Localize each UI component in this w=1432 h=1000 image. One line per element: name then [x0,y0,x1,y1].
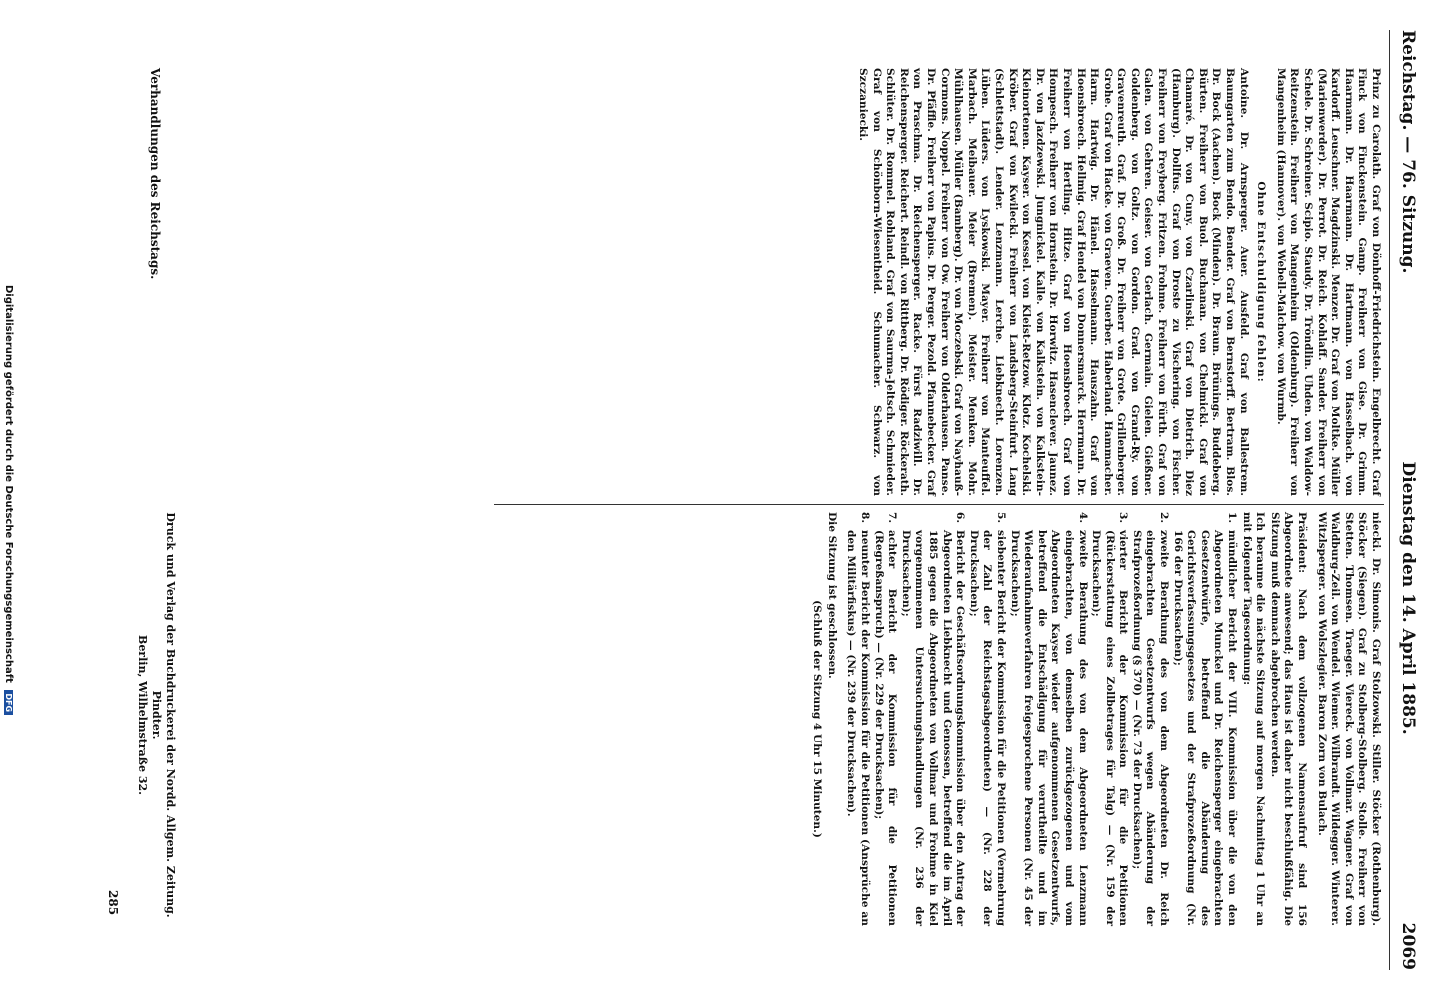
column-divider [494,504,1384,505]
header-rule [1389,30,1390,970]
present-excused-list: Prinz zu Carolath. Graf von Dönhoff-Friedrichstein. Engelbrecht. Graf Finck von Finckenstein. Gamp. Freiherr von Gise. Dr. Grimm. Haarmann. Dr. Haarmann. Dr. Hartmann. von Hasselbach. von Kardorff. Leuschner. Magdzinski. Menzer. Dr. Graf von Moltke. Müller (Marienwerder). Dr. Perrot. Dr. Reich. Kohlaff. Sander. Freiherr von Schele. Dr. Schreiner. Scipio. Staudy. Dr. Tröndlin. Uhden. von Waldow-Reitzenstein. Freiherr von Mangenheim (Oldenburg). Freiherr von Mangenheim (Hannover). von Webell-Malchow. von Wurmb. [1274,68,1382,496]
agenda-item: 8. neunter Bericht der Kommission für die Petitionen (Ansprüche an den Militärfiskus) — (Nr. 239 der Drucksachen). [845,512,872,926]
agenda-item: 1. mündlicher Bericht der VIII. Kommission über die von den Abgeordneten Munckel und Dr. Reichensperger eingebrachten Gesetzentwürfe, betreffend die Abänderung des Gerichtsverfassungsgesetzes und der Strafprozeßordnung (Nr. 166 der Drucksachen); [1171,512,1239,926]
section-heading: Ohne Entschuldigung fehlen: [1255,181,1268,383]
session-closed: Die Sitzung ist geschlossen. [825,512,838,679]
header-date: Dienstag den 14. April 1885. [1398,461,1418,735]
agenda-item: 2. zweite Berathung des von dem Abgeordneten Dr. Reich eingebrachten Gesetzentwurfs wegen Abänderung der Strafprozeßordnung (§ 370) — (Nr. 73 der Drucksachen); [1130,512,1171,926]
digitization-text: Digitalisierung gefördert durch die Deutsche Forschungsgemeinschaft [3,284,14,683]
page-number: 2069 [1398,922,1418,970]
president-label: Präsident: [1296,512,1309,574]
president-statement [1267,512,1308,926]
agenda-intro: Ich beraume die nächste Sitzung auf morgen Nachmittag 1 Uhr an mit folgender Tagesordnung: [1240,512,1267,926]
agenda-item: 6. Bericht der Geschäftsordnungskommission über den Antrag der Abgeordneten Liebknecht und Genossen, betreffend die im April 1885 gegen die Abgeordneten von Vollmar und Frohme in Kiel vorgenommenen Untersuchungshandlungen (Nr. 236 der Drucksachen); [899,512,967,926]
agenda-item: 7. achter Bericht der Kommission für die Petitionen (Regreßanspruch) — (Nr. 229 der Drucksachen); [872,512,899,926]
printer-imprint [135,500,177,930]
footer-left: Verhandlungen des Reichstags. [148,68,162,280]
signature-mark: 285 [106,890,120,916]
page-header [1394,30,1418,970]
agenda-item: 5. siebenter Bericht der Kommission für die Petitionen (Vermehrung der Zahl der Reichstagsabgeordneten) — (Nr. 228 der Drucksachen); [967,512,1007,926]
printer-line2: Berlin, Wilhelmstraße 32. [136,635,149,795]
column-left [854,68,1382,496]
president-text: Nach dem vollzogenen Namensaufruf sind 156 Abgeordnete anwesend; das Haus ist daher nicht beschlußfähig. Die Sitzung muß demnach abgebrochen werden. [1268,512,1309,926]
printer-line1: Druck und Verlag der Buchdruckerei der Nordd. Allgem. Zeitung. Pindter. [150,512,177,918]
absent-list: Antoine. Dr. Arnsperger. Auer. Ausfeld. Graf von Ballestrem. Baumgarten zum Bendo. Bender. Graf von Bernstorff. Bertram. Blos. Dr. Bock (Aachen). Bock (Minden). Dr. Braun. Brünings. Buddeberg. Bürten. Freiherr von Buol. Buchanan. von Chelmicki. Graf von Chamaré. Dr. von Cuny. von Czarlinski. Graf von Dietrich. Diez (Hamburg). Dollfus. Graf von Droste zu Vischering. von Fischer. Freiherr von Freyberg. Fritzen. Frohme. Freiherr von Fürth. Graf von Galen. von Gehren. Geiser. von Gerlach. Germain. Gielen. Gießner. Goldenberg. von Goltz. von Gordon. Grad. von Grand-Ry. von Gravenreuth. Graf. Dr. Groß. Dr. Freiherr von Grote. Grillenberger. Grohe. Graf von Hacke. von Graeven. Guerber. Haberland. Hammacher. Harm. Hartwig. Dr. Hänel. Hasselmann. Hauszahn. Graf von Hoensbroech. Hellmig. Graf Hendel von Donnersmarck. Herrmann. Dr. Freiherr von Hertling. Hitze. Graf von Hoensbroech. Graf von Hompesch. Freiherr von Hornstein. Dr. Horwitz. Hasenclever. Jaunez. Dr. von Jazdzewski. Jungnickel. Kalle. von Kalkstein. von Kalkstein-Kleinortenen. Kayser. von Kessel. von Kleist-Retzow. Klotz. Kochelski. Kröber. Graf von Kwilecki. Freiherr von Landsberg-Steinfurt. Lang (Schlettstadt). Lender. Lenzmann. Lerche. Liebknecht. Lorenzen. Lüben. Lüders. von Lyskowski. Mayer. Freiherr von Manteuffel. Marbach. Meibauer. Meier (Bremen). Meister. Menken. Mohr. Mühlhausen. Müller (Bamberg). Dr. von Moczebski. Graf von Nayhauß-Cormons. Noppel. Freiherr von Ow. Freiherr von Olderhausen. Panse. Dr. Pfäffle. Freiherr von Papius. Dr. Perger. Pezold. Pfannebecker. Graf von Praschma. Dr. Reichensperger. Racke. Fürst Radziwill. Dr. Reichensperger. Reichert. Reindl. von Rittberg. Dr. Rödiger. Röckerath. Schlüter. Dr. Rommel. Rohland. Graf von Saurma-Jeltsch. Schmieder. Graf von Schönborn-Wiesentheid. Schumacher. Schwarz. von Szczaniecki. [857,68,1250,496]
agenda-list [844,512,1238,926]
digitization-note [3,0,14,1000]
dfg-logo: DFG [4,690,13,715]
session-end: (Schluß der Sitzung 4 Uhr 15 Minuten.) [811,600,824,838]
column-right [809,512,1382,926]
header-left: Reichstag. — 76. Sitzung. [1398,30,1418,274]
names-continued: niecki. Dr. Simonis. Graf Stolzowski. Stiller. Stöcker (Rothenburg). Stöcker (Siegen). Graf zu Stolberg-Stolberg. Stolle. Freiherr von Stetten. Thomsen. Traeger. Viereck. von Vollmar. Wagner. Graf von Waldburg-Zeil. von Wendel. Wiemer. Wilbrandt. Wildegger. Winterer. Witzlsperger. von Wolszlegier. Baron Zorn von Bulach. [1315,512,1382,926]
agenda-item: 3. vierter Bericht der Kommission für die Petitionen (Rückerstattung eines Zollbetrages für Talg) — (Nr. 159 der Drucksachen); [1090,512,1130,926]
agenda-item: 4. zweite Berathung des von dem Abgeordneten Lenzmann eingebrachten, von demselben zurückgezogenen und vom Abgeordneten Kayser wieder aufgenommenen Gesetzentwurfs, betreffend die Entschädigung für verurtheilte und im Wiederaufnahmeverfahren freigesprochene Personen (Nr. 45 der Drucksachen); [1008,512,1089,926]
